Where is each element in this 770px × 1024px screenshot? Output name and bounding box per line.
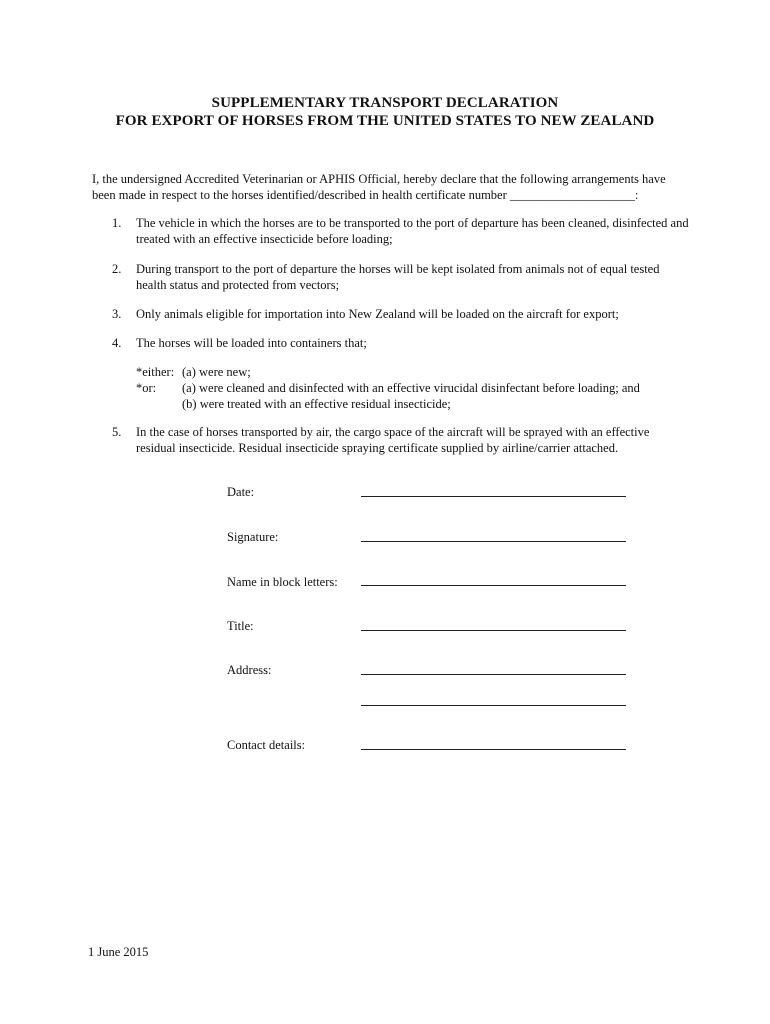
list-item-text: The vehicle in which the horses are to be transported to the port of departure has been cleaned, disinfected and treated with an effective insecticide before loading; (136, 216, 689, 246)
name-field[interactable] (361, 585, 626, 586)
title-field[interactable] (361, 630, 626, 631)
signature-field[interactable] (361, 541, 626, 542)
option-or (136, 380, 640, 396)
address-field-line2[interactable] (361, 705, 626, 706)
list-item-text: During transport to the port of departure the horses will be kept isolated from animals not of equal tested health status and protected from vectors; (136, 262, 660, 292)
document-title-line1: SUPPLEMENTARY TRANSPORT DECLARATION (211, 95, 559, 111)
date-field[interactable] (361, 496, 626, 497)
signature-label: Signature: (227, 530, 279, 544)
option-or-key: *or: (136, 381, 157, 395)
title-label: Title: (227, 619, 254, 633)
list-item-text: The horses will be loaded into containers that; (136, 336, 367, 350)
intro-paragraph: I, the undersigned Accredited Veterinarian or APHIS Official, hereby declare that the following arrangements have been made in respect to the horses identified/described in health certificate number ____________________: (92, 172, 666, 202)
contact-label: Contact details: (227, 738, 306, 752)
contact-field[interactable] (361, 749, 626, 750)
list-item-number: 1. (112, 216, 122, 230)
footer-date: 1 June 2015 (88, 945, 149, 959)
option-or-b (136, 396, 451, 412)
list-item-text: In the case of horses transported by air, the cargo space of the aircraft will be sprayed with an effective residual insecticide. Residual insecticide spraying certificate supplied by airline/carrier attached. (136, 425, 650, 455)
option-either-text: (a) were new; (182, 365, 251, 379)
list-item-number: 5. (112, 425, 122, 439)
list-item-number: 3. (112, 307, 122, 321)
option-either-key: *either: (136, 365, 175, 379)
list-item-text: Only animals eligible for importation into New Zealand will be loaded on the aircraft for export; (136, 307, 619, 321)
option-or-text-b: (b) were treated with an effective residual insecticide; (182, 397, 451, 411)
list-item-number: 2. (112, 262, 122, 276)
address-label: Address: (227, 663, 272, 677)
option-either (136, 364, 251, 380)
address-field-line1[interactable] (361, 674, 626, 675)
list-item-number: 4. (112, 336, 122, 350)
name-label: Name in block letters: (227, 575, 338, 589)
date-label: Date: (227, 485, 255, 499)
document-title-line2: FOR EXPORT OF HORSES FROM THE UNITED STATES TO NEW ZEALAND (115, 113, 655, 129)
option-or-text-a: (a) were cleaned and disinfected with an effective virucidal disinfectant before loading; and (182, 381, 640, 395)
